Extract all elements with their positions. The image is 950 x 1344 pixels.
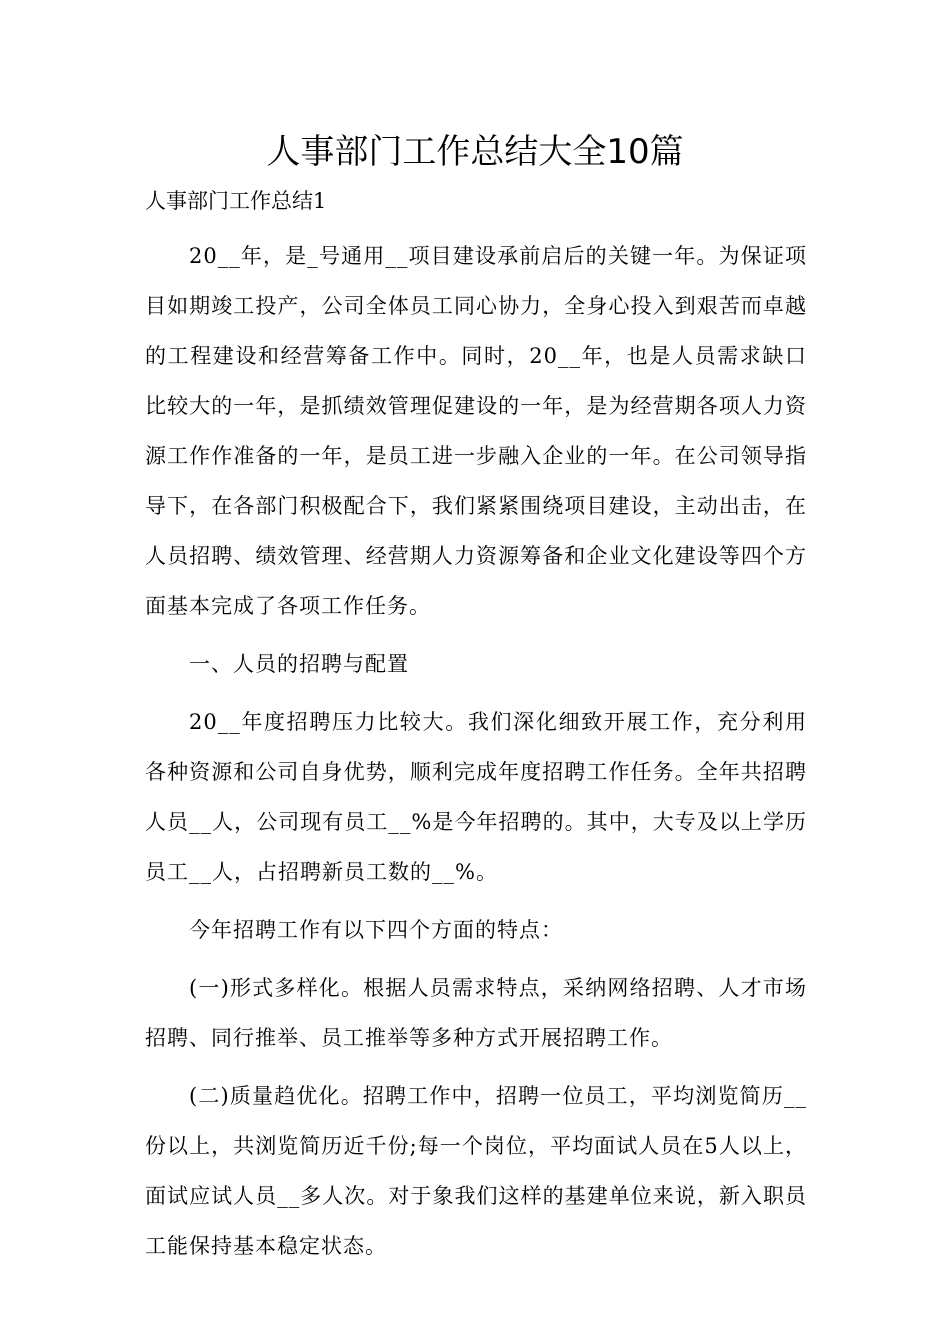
paragraph-intro: 20__年，是_号通用__项目建设承前启后的关键一年。为保证项目如期竣工投产，公司全体员工同心协力，全身心投入到艰苦而卓越的工程建设和经营筹备工作中。同时，20__年，也是人员需求缺口比较大的一年，是抓绩效管理促建设的一年，是为经营期各项人力资源工作作准备的一年，是员工进一步融入企业的一年。在公司领导指导下，在各部门积极配合下，我们紧紧围绕项目建设，主动出击，在人员招聘、绩效管理、经营期人力资源筹备和企业文化建设等四个方面基本完成了各项工作任务。	[145, 244, 807, 618]
document-body	[145, 231, 807, 1279]
document-title: 人事部门工作总结大全10篇	[266, 132, 684, 172]
paragraph-features-intro: 今年招聘工作有以下四个方面的特点：	[189, 918, 563, 942]
paragraph-feature-2: (二)质量趋优化。招聘工作中，招聘一位员工，平均浏览简历__份以上，共浏览简历近千份;每一个岗位，平均面试人员在5人以上，面试应试人员__多人次。对于象我们这样的基建单位来说，新入职员工能保持基本稳定状态。	[145, 1084, 807, 1258]
paragraph-feature-1: (一)形式多样化。根据人员需求特点，采纳网络招聘、人才市场招聘、同行推举、员工推举等多种方式开展招聘工作。	[145, 976, 807, 1050]
section-subtitle: 人事部门工作总结1	[145, 189, 327, 213]
paragraph-recruitment: 20__年度招聘压力比较大。我们深化细致开展工作，充分利用各种资源和公司自身优势，顺利完成年度招聘工作任务。全年共招聘人员__人，公司现有员工__%是今年招聘的。其中，大专及以上学历员工__人，占招聘新员工数的__%。	[145, 710, 807, 884]
section-heading-recruitment: 一、人员的招聘与配置	[189, 652, 409, 676]
